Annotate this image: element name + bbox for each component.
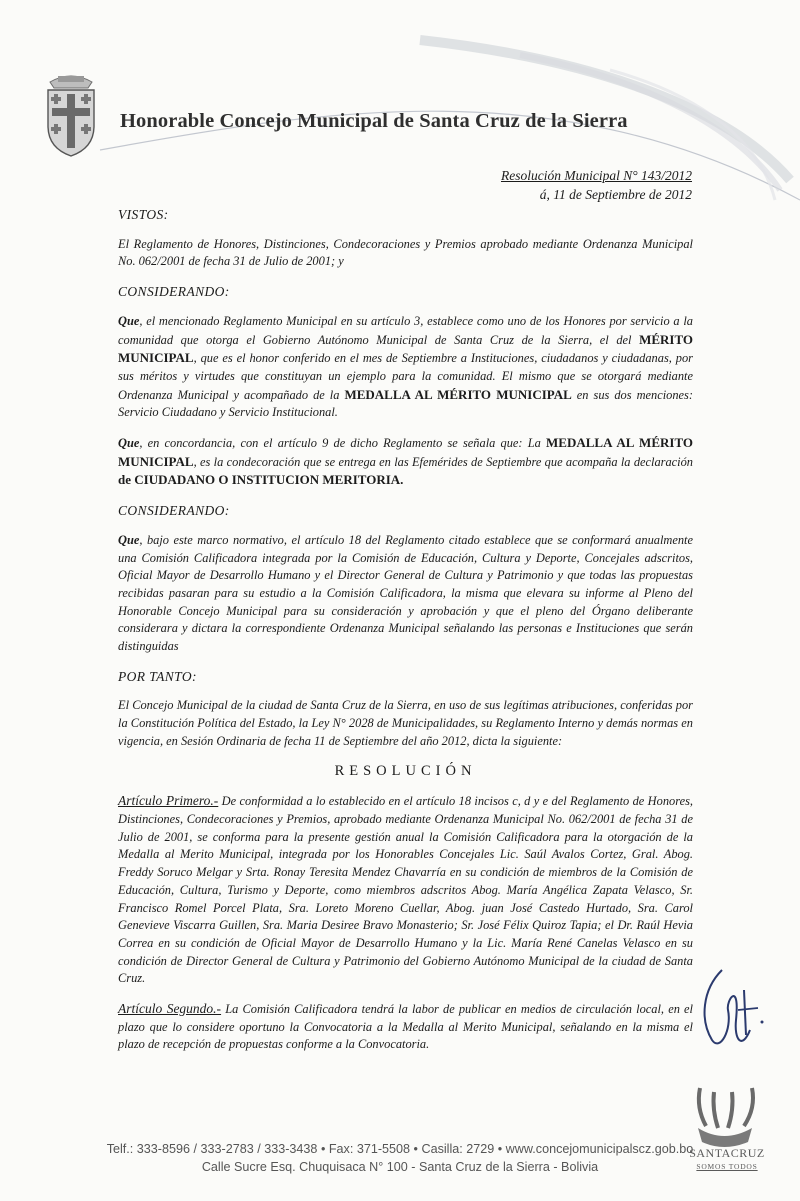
considerando-paragraph-3 [118,532,693,656]
paragraph-text: en sus dos menciones: Servicio Ciudadano y Servicio Institucional. [118,387,693,420]
paragraph-text: , es la condecoración que se entrega en las Efemérides de Septiembre que acompaña la declaración [193,454,693,469]
resolution-header [501,166,692,204]
paragraph-text: , bajo este marco normativo, el artículo 18 del Reglamento citado establece que se conformará anualmente una Comisión Calificadora integrada por la Comisión de Educación, Cultura y Deporte, Concejales adscritos, Oficial Mayor de Desarrollo Humano y el Director General de Cultura y Patrimonio y que todas las propuestas recibidas pasaran para su estudio a la Comisión Calificadora, la misma que elevara su informe al Pleno del Honorable Concejo Municipal para su consideración y aprobación y que el pleno del Órgano deliberante considerara y dictara la correspondiente Ordenanza Municipal señalando las personas e Instituciones que serán distinguidas [118,532,693,654]
articulo-segundo-label: Artículo Segundo.- [118,1001,222,1017]
organization-title: Honorable Concejo Municipal de Santa Cruz de la Sierra [120,110,628,132]
considerando-paragraph-1 [118,313,693,422]
footer-contact-line: Telf.: 333-8596 / 333-2783 / 333-3438 • Fax: 371-5508 • Casilla: 2729 • www.concejomunicipalscz.gob.bo [106,1142,694,1156]
que-lead: Que [118,313,140,328]
considerando-heading-2: CONSIDERANDO: [118,503,230,519]
articulo-segundo [118,1000,693,1054]
resolution-number: Resolución Municipal N° 143/2012 [500,168,692,183]
considerando-paragraph-2 [118,434,693,490]
portanto-text: El Concejo Municipal de la ciudad de Santa Cruz de la Sierra, en uso de sus legítimas atribuciones, conferidas por la Constitución Política del Estado, la Ley N° 2028 de Municipalidades, su Reglamento Interno y demás normas en vigencia, en Sesión Ordinaria de fecha 11 de Septiembre del año 2012, dicta la siguiente: [118,698,693,748]
medalla-bold: MEDALLA AL MÉRITO MUNICIPAL [118,435,693,469]
articulo-primero-label: Artículo Primero.- [118,793,219,809]
vistos-text: El Reglamento de Honores, Distinciones, Condecoraciones y Premios aprobado mediante Ordenanza Municipal No. 062/2001 de fecha 31 de Julio de 2001; y [118,236,693,269]
ciudadano-meritorio-bold: de CIUDADANO O INSTITUCION MERITORIA. [118,472,404,488]
coat-of-arms-icon [40,68,102,158]
paragraph-text: La Comisión Calificadora tendrá la labor de publicar en medios de circulación local, en el plazo que lo considere oportuno la Convocatoria a la Medalla al Merito Municipal, señalando en la misma el plazo de recepción de propuestas conforme a la Convocatoria. [118,1002,693,1052]
resolution-date: á, 11 de Septiembre de 2012 [539,187,692,202]
que-lead: Que [118,436,140,451]
footer-address-line: Calle Sucre Esq. Chuquisaca N° 100 - Santa Cruz de la Sierra - Bolivia [201,1160,599,1174]
considerando-heading-1: CONSIDERANDO: [118,284,230,300]
merito-municipal-bold: MÉRITO MUNICIPAL [118,331,693,366]
logo-wordmark: SANTACRUZ [689,1146,765,1160]
portanto-heading: POR TANTO: [118,668,197,684]
document-body [118,206,693,1066]
logo-tagline: SOMOS TODOS [696,1162,758,1171]
handwritten-signature-icon [692,960,772,1060]
paragraph-text: De conformidad a lo establecido en el artículo 18 incisos c, d y e del Reglamento de Honores, Distinciones, Condecoraciones y Premios, aprobado mediante Ordenanza Municipal No. 062/2001 de fecha 31 de Julio de 2001, se conforma para la presente gestión anual la Comisión Calificadora para la otorgación de la Medalla al Merito Municipal, integrada por los Honorables Concejales Lic. Saúl Avalos Cortez, Gral. Abog. Freddy Soruco Melgar y Srta. Ronay Teresita Mendez Chavarría en su condición de miembros de la Comisión de Educación, Cultura, Turismo y Deporte, como miembros adscritos Abog. María Angélica Zapata Velasco, Sr. Francisco Romel Porcel Plata, Sra. Loreto Moreno Cuellar, Abog. juan José Castedo Hurtado, Sra. Carol Genevieve Viscarra Guillen, Sra. Maria Desiree Bravo Monasterio; Sr. José Félix Quiroz Tapia; el Dr. Raúl Hevia Correa en su condición de Oficial Mayor de Desarrollo Humano y la Lic. María René Canelas Velasco en su condición de Director General de Cultura y Patrimonio del Gobierno Autónomo Municipal de la ciudad de Santa Cruz. [118,794,694,986]
articulo-primero [118,792,693,988]
paragraph-text: , que es el honor conferido en el mes de Septiembre a Instituciones, ciudadanos y ciudadanas, por sus méritos y virtudes que constituyan un ejemplo para la comunidad. El mismo que se otorgará mediante Ordenanza Municipal y acompañado de la [118,351,693,402]
que-lead: Que [118,532,140,547]
paragraph-text: , en concordancia, con el artículo 9 de dicho Reglamento se señala que: La [139,436,547,451]
vistos-heading: VISTOS: [118,207,169,222]
resolucion-title: RESOLUCIÓN [334,762,477,779]
paragraph-text: , el mencionado Reglamento Municipal en su artículo 3, establece como uno de los Honores por servicio a la comunidad que otorga el Gobierno Autónomo Municipal de Santa Cruz de la Sierra, el del [118,313,693,347]
medalla-bold: MEDALLA AL MÉRITO MUNICIPAL [344,386,572,402]
